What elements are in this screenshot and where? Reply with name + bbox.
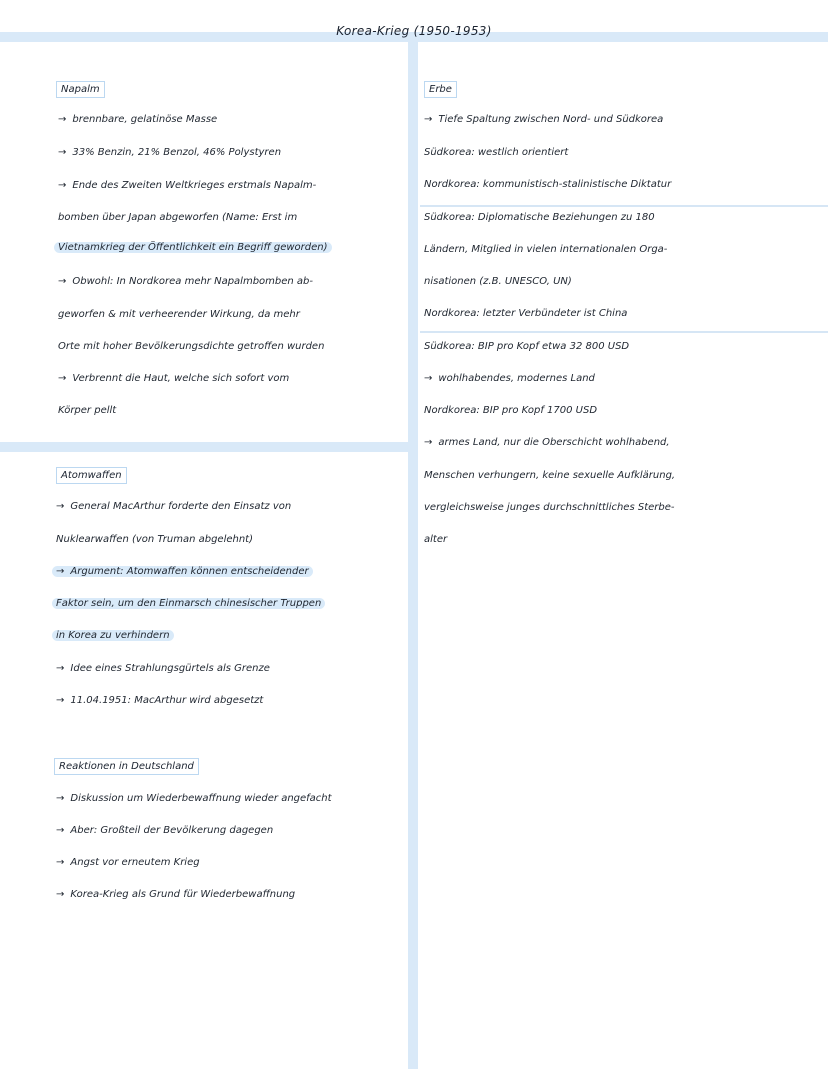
napalm-line-6: → Obwohl: In Nordkorea mehr Napalmbomben ab- [58, 276, 314, 287]
napalm-line-7: geworfen & mit verheerender Wirkung, da mehr [58, 309, 300, 320]
napalm-line-3: → Ende des Zweiten Weltkrieges erstmals Napalm- [58, 180, 317, 191]
napalm-line-2: → 33% Benzin, 21% Benzol, 46% Polystyren [58, 147, 282, 158]
napalm-line-1: → brennbare, gelatinöse Masse [58, 114, 218, 125]
erbe-line-1: → Tiefe Spaltung zwischen Nord- und Südkorea [424, 114, 664, 125]
left-section-divider-bar [0, 442, 412, 452]
reaktionen-line-2: → Aber: Großteil der Bevölkerung dagegen [56, 825, 274, 836]
napalm-line-9: → Verbrennt die Haut, welche sich sofort vom [58, 373, 290, 384]
arrow-icon: → [56, 793, 65, 804]
column-divider-bar [408, 32, 418, 1069]
atomwaffen-line-4: Faktor sein, um den Einmarsch chinesischer Truppen [52, 597, 325, 611]
atomwaffen-line-6: → Idee eines Strahlungsgürtels als Grenze [56, 663, 270, 674]
atomwaffen-line-1: → General MacArthur forderte den Einsatz von [56, 501, 292, 512]
arrow-icon: → [424, 437, 433, 448]
page-title: Korea-Krieg (1950-1953) [336, 24, 492, 38]
atomwaffen-line-5: in Korea zu verhindern [52, 629, 174, 643]
arrow-icon: → [56, 857, 65, 868]
reaktionen-line-1: → Diskussion um Wiederbewaffnung wieder angefacht [56, 793, 332, 804]
arrow-icon: → [58, 373, 67, 384]
erbe-line-12: Menschen verhungern, keine sexuelle Aufklärung, [424, 470, 676, 481]
erbe-line-9: → wohlhabendes, modernes Land [424, 373, 595, 384]
arrow-icon: → [56, 663, 65, 674]
erbe-line-10: Nordkorea: BIP pro Kopf 1700 USD [424, 405, 598, 416]
erbe-separator-1 [420, 205, 828, 207]
erbe-line-14: alter [424, 534, 448, 545]
napalm-line-4: bomben über Japan abgeworfen (Name: Erst im [58, 212, 298, 223]
erbe-line-13: vergleichsweise junges durchschnittliches Sterbe- [424, 502, 675, 513]
reaktionen-line-3: → Angst vor erneutem Krieg [56, 857, 200, 868]
napalm-line-8: Orte mit hoher Bevölkerungsdichte getroffen wurden [58, 341, 325, 352]
erbe-line-5: Ländern, Mitglied in vielen internationalen Orga- [424, 244, 668, 255]
arrow-icon: → [56, 889, 65, 900]
erbe-line-3: Nordkorea: kommunistisch-stalinistische Diktatur [424, 179, 672, 190]
erbe-line-4: Südkorea: Diplomatische Beziehungen zu 180 [424, 212, 655, 223]
arrow-icon: → [58, 180, 67, 191]
napalm-line-10: Körper pellt [58, 405, 117, 416]
erbe-line-2: Südkorea: westlich orientiert [424, 147, 569, 158]
arrow-icon: → [56, 501, 65, 512]
arrow-icon: → [56, 566, 65, 577]
heading-atomwaffen: Atomwaffen [56, 467, 127, 484]
arrow-icon: → [56, 695, 65, 706]
erbe-line-7: Nordkorea: letzter Verbündeter ist China [424, 308, 628, 319]
atomwaffen-line-7: → 11.04.1951: MacArthur wird abgesetzt [56, 695, 264, 706]
reaktionen-line-4: → Korea-Krieg als Grund für Wiederbewaffnung [56, 889, 296, 900]
arrow-icon: → [424, 373, 433, 384]
atomwaffen-line-3: → Argument: Atomwaffen können entscheidender [52, 565, 313, 579]
heading-erbe: Erbe [424, 81, 457, 98]
arrow-icon: → [58, 276, 67, 287]
erbe-separator-2 [420, 331, 828, 333]
erbe-line-8: Südkorea: BIP pro Kopf etwa 32 800 USD [424, 341, 630, 352]
atomwaffen-line-2: Nuklearwaffen (von Truman abgelehnt) [56, 534, 253, 545]
napalm-line-5: Vietnamkrieg der Öffentlichkeit ein Begriff geworden) [54, 241, 332, 255]
arrow-icon: → [424, 114, 433, 125]
arrow-icon: → [58, 114, 67, 125]
heading-napalm: Napalm [56, 81, 105, 98]
arrow-icon: → [56, 825, 65, 836]
arrow-icon: → [58, 147, 67, 158]
heading-reaktionen: Reaktionen in Deutschland [54, 758, 199, 775]
erbe-line-11: → armes Land, nur die Oberschicht wohlhabend, [424, 437, 670, 448]
erbe-line-6: nisationen (z.B. UNESCO, UN) [424, 276, 572, 287]
